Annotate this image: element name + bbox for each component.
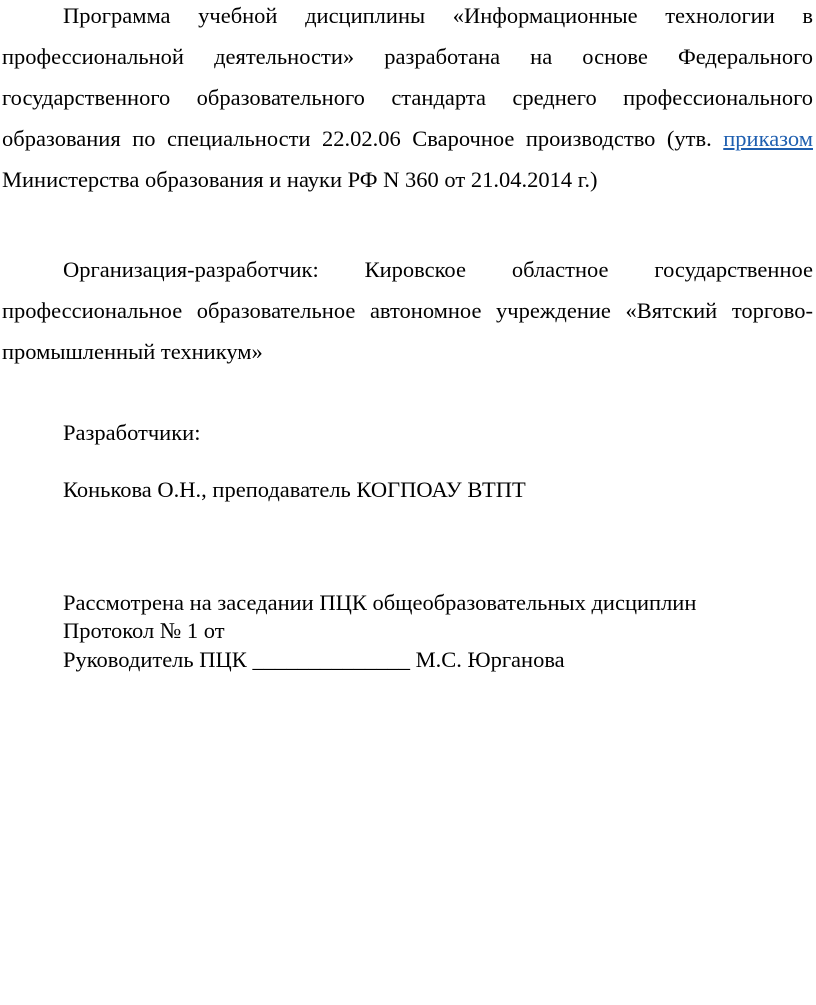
review-considered-line: Рассмотрена на заседании ПЦК общеобразовательных дисциплин <box>63 590 697 615</box>
head-name: М.С. Юрганова <box>415 647 565 672</box>
organization-paragraph: Организация-разработчик: Кировское областное государственное профессиональное образовательное автономное учреждение «Вятский торгово-промышленный техникум» <box>2 257 813 364</box>
developers-heading: Разработчики: <box>63 420 201 445</box>
signature-blank: ______________ <box>252 647 410 672</box>
developer-name-line: Конькова О.Н., преподаватель КОГПОАУ ВТПТ <box>63 477 526 502</box>
head-signature-line <box>63 647 565 673</box>
head-label: Руководитель ПЦК <box>63 647 247 672</box>
order-link[interactable]: приказом <box>723 126 813 151</box>
intro-text-after-link: Министерства образования и науки РФ N 360 от 21.04.2014 г.) <box>2 167 598 192</box>
intro-paragraph <box>2 0 813 200</box>
protocol-line: Протокол № 1 от <box>63 618 225 643</box>
intro-text-before-link: Программа учебной дисциплины «Информационные технологии в профессиональной деятельности» разработана на основе Федерального государственного образовательного стандарта среднего профессионального образования по специальности 22.02.06 Сварочное производство (утв. <box>2 3 813 151</box>
